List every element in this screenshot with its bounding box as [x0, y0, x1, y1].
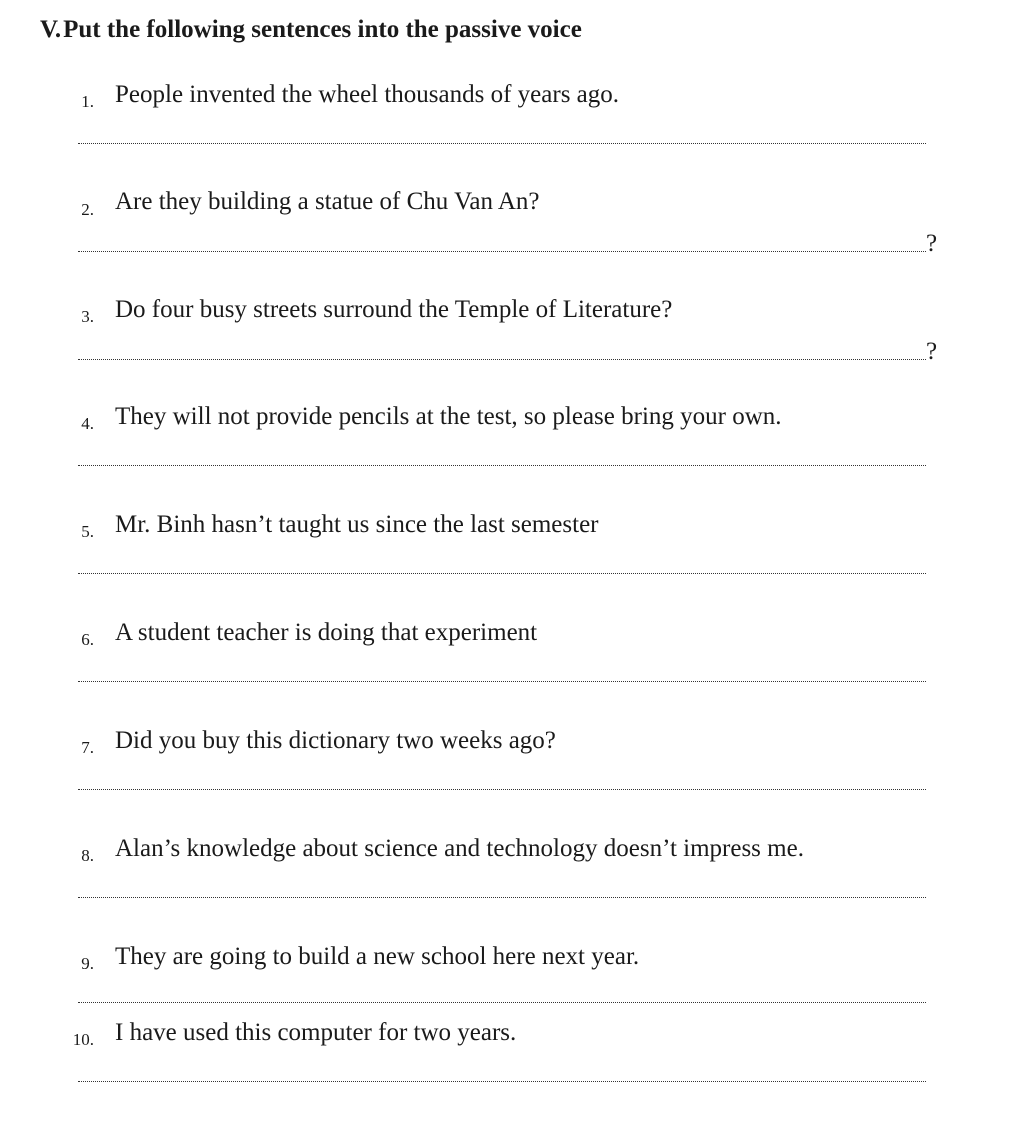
answer-line[interactable]	[78, 1002, 926, 1003]
item-number: 1.	[81, 92, 94, 111]
item-number: 3.	[81, 307, 94, 326]
item-sentence: Mr. Binh hasn’t taught us since the last semester	[115, 511, 599, 538]
item-sentence: They are going to build a new school here next year.	[115, 943, 640, 970]
answer-line[interactable]	[78, 573, 926, 574]
answer-line[interactable]	[78, 359, 926, 360]
answer-line[interactable]	[78, 897, 926, 898]
item-sentence: I have used this computer for two years.	[115, 1019, 517, 1046]
end-question-mark: ?	[926, 230, 938, 257]
item-sentence: A student teacher is doing that experiment	[115, 619, 538, 646]
item-number: 4.	[81, 414, 94, 433]
answer-line[interactable]	[78, 789, 926, 790]
answer-line[interactable]	[78, 465, 926, 466]
item-number: 2.	[81, 200, 94, 219]
item-sentence: People invented the wheel thousands of years ago.	[115, 81, 620, 108]
item-number: 9.	[81, 954, 94, 973]
exercise-title: Put the following sentences into the passive voice	[63, 16, 582, 43]
answer-line[interactable]	[78, 143, 926, 144]
exercise-heading	[40, 16, 582, 44]
answer-line[interactable]	[78, 1081, 926, 1082]
end-question-mark: ?	[926, 338, 938, 365]
item-sentence: Do four busy streets surround the Temple of Literature?	[115, 296, 673, 323]
item-number: 7.	[81, 738, 94, 757]
item-number: 6.	[81, 630, 94, 649]
answer-line[interactable]	[78, 251, 926, 252]
item-sentence: Are they building a statue of Chu Van An?	[115, 188, 540, 215]
item-sentence: Did you buy this dictionary two weeks ago?	[115, 727, 556, 754]
item-sentence: Alan’s knowledge about science and technology doesn’t impress me.	[115, 835, 804, 862]
item-number: 10.	[72, 1030, 94, 1049]
item-number: 5.	[81, 522, 94, 541]
answer-line[interactable]	[78, 681, 926, 682]
item-number: 8.	[81, 846, 94, 865]
section-number: V.	[40, 16, 62, 43]
item-sentence: They will not provide pencils at the test, so please bring your own.	[115, 403, 782, 430]
